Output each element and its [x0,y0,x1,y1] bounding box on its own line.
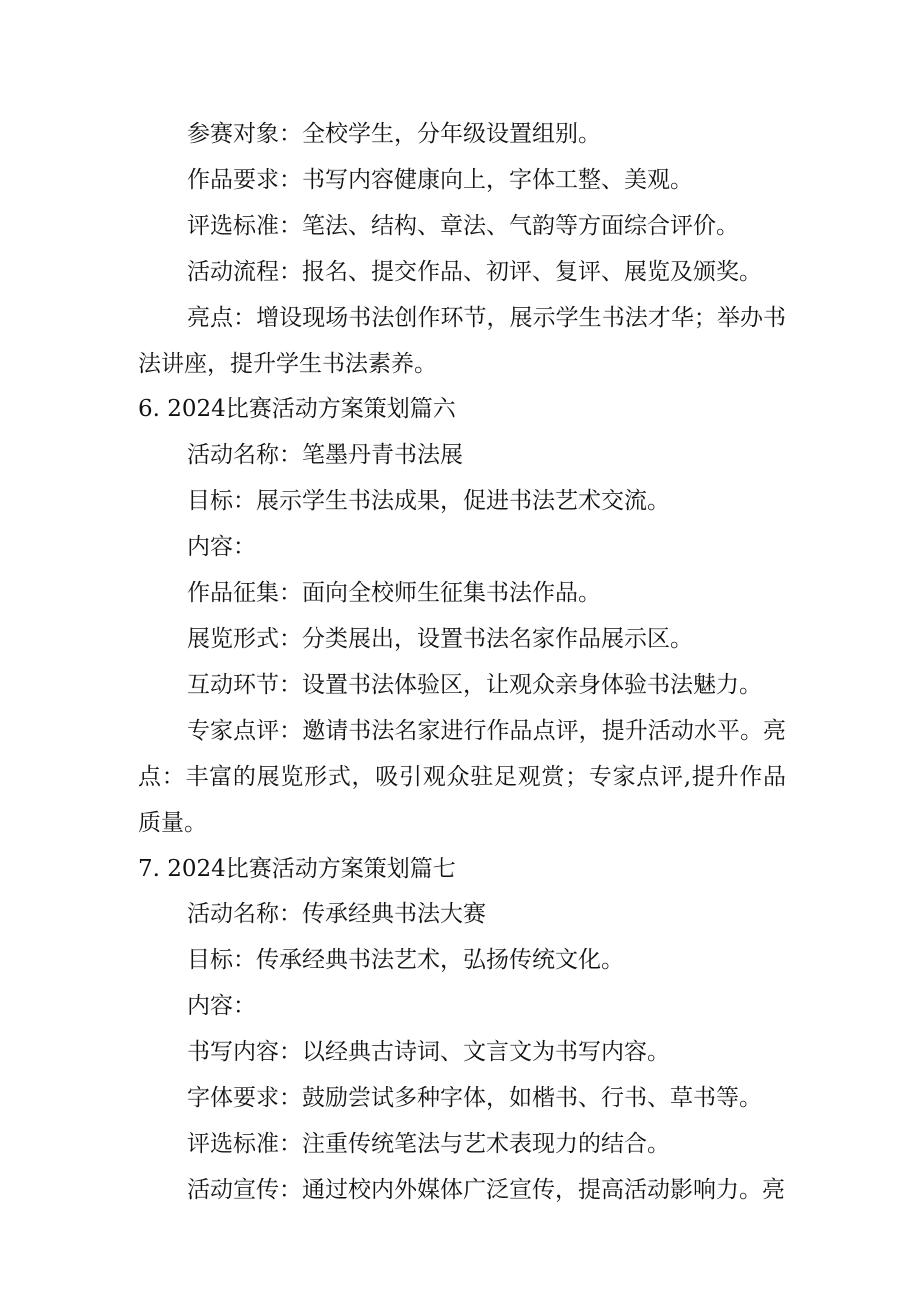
document-body [138,112,786,1214]
paragraph-content-label: 内容： [187,534,256,561]
paragraph-activity-promotion: 活动宣传：通过校内外媒体广泛宣传，提高活动影响力。亮 [187,1176,785,1203]
paragraph-highlights: 亮点：增设现场书法创作环节，展示学生书法才华；举办书法讲座，提升学生书法素养。 [138,304,786,377]
paragraph-font-requirements: 字体要求：鼓励尝试多种字体，如楷书、行书、草书等。 [187,1085,762,1112]
paragraph-participants: 参赛对象：全校学生，分年级设置组别。 [187,121,601,147]
paragraph-judging-criteria: 评选标准：注重传统笔法与艺术表现力的结合。 [187,1130,670,1157]
paragraph-goal: 目标：展示学生书法成果，促进书法艺术交流。 [187,488,670,515]
section-heading-7: 7. 2024比赛活动方案策划篇七 [138,855,456,882]
paragraph-writing-content: 书写内容：以经典古诗词、文言文为书写内容。 [187,1039,670,1066]
paragraph-exhibition-format: 展览形式：分类展出，设置书法名家作品展示区。 [187,625,693,652]
paragraph-work-collection: 作品征集：面向全校师生征集书法作品。 [187,580,601,607]
paragraph-goal: 目标：传承经典书法艺术，弘扬传统文化。 [187,947,624,974]
paragraph-content-label: 内容： [187,993,256,1020]
section-heading-6: 6. 2024比赛活动方案策划篇六 [138,396,456,423]
paragraph-activity-name: 活动名称：笔墨丹青书法展 [187,442,463,469]
paragraph-work-requirements: 作品要求：书写内容健康向上，字体工整、美观。 [187,166,693,193]
paragraph-activity-process: 活动流程：报名、提交作品、初评、复评、展览及颁奖。 [187,258,762,285]
paragraph-judging-criteria: 评选标准：笔法、结构、章法、气韵等方面综合评价。 [187,212,739,239]
paragraph-interactive-session: 互动环节：设置书法体验区，让观众亲身体验书法魅力。 [187,671,762,698]
paragraph-expert-review: 专家点评：邀请书法名家进行作品点评，提升活动水平。亮点：丰富的展览形式，吸引观众驻足观赏；专家点评,提升作品质量。 [138,717,786,836]
paragraph-activity-name: 活动名称：传承经典书法大赛 [187,901,486,928]
